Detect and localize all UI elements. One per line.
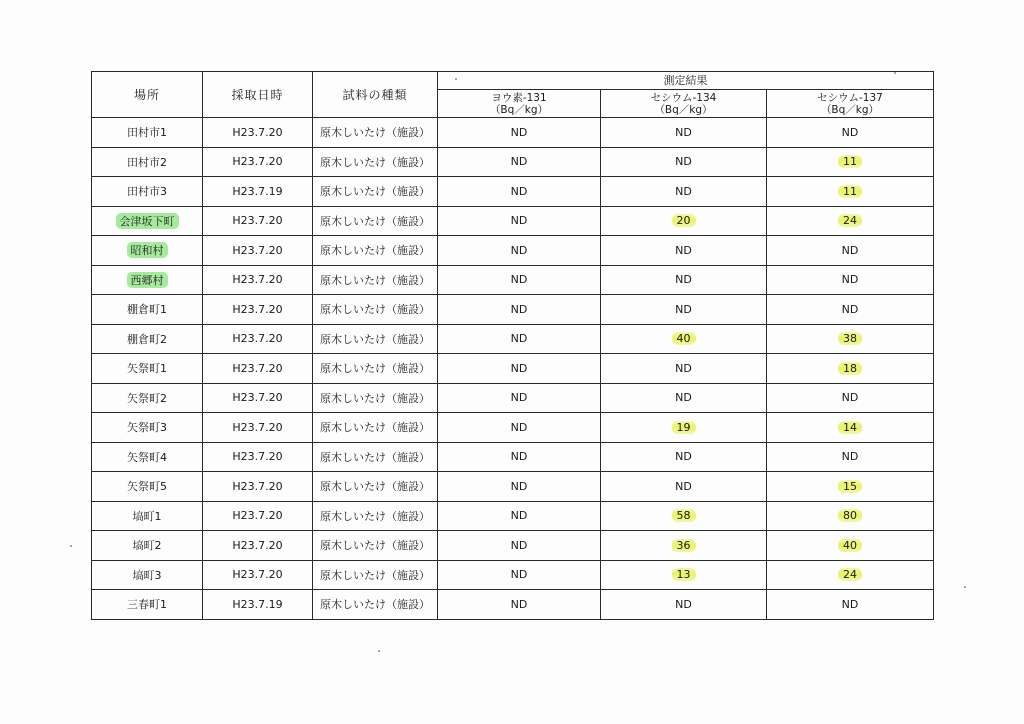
- cell-date-value: H23.7.19: [232, 597, 283, 611]
- header-cs137-unit: （Bq／kg）: [820, 103, 880, 116]
- cell-cs134: [601, 118, 767, 148]
- table-row: [92, 590, 934, 620]
- cell-sample-type-value: 原木しいたけ（施設）: [320, 539, 430, 553]
- cell-location: [92, 295, 203, 325]
- cell-date: [203, 354, 313, 384]
- cell-date: [203, 590, 313, 620]
- cell-cs134-value: 20: [672, 214, 696, 227]
- cell-cs134: [601, 560, 767, 590]
- cell-sample-type-value: 原木しいたけ（施設）: [320, 598, 430, 612]
- cell-location: [92, 118, 203, 148]
- measurement-table: [91, 71, 934, 620]
- cell-cs137: [767, 472, 934, 502]
- table-row: [92, 560, 934, 590]
- cell-cs137: [767, 501, 934, 531]
- cell-i131: [438, 590, 601, 620]
- cell-cs137-value: 38: [838, 332, 862, 345]
- cell-i131: [438, 531, 601, 561]
- cell-location: [92, 442, 203, 472]
- table-row: [92, 383, 934, 413]
- cell-location-value: 矢祭町1: [127, 362, 167, 376]
- cell-i131-value: ND: [510, 509, 528, 523]
- header-measurement-group: 測定結果: [438, 72, 934, 90]
- cell-cs134-value: ND: [675, 273, 692, 287]
- cell-date-value: H23.7.20: [232, 332, 283, 346]
- cell-cs134: [601, 383, 767, 413]
- cell-cs137-value: 11: [838, 155, 862, 168]
- cell-sample-type-value: 原木しいたけ（施設）: [320, 391, 430, 405]
- cell-sample-type: [313, 413, 438, 443]
- cell-cs134-value: ND: [675, 155, 692, 169]
- cell-i131-value: ND: [510, 597, 528, 611]
- cell-cs137: [767, 354, 934, 384]
- header-i131: [438, 90, 601, 118]
- cell-cs134: [601, 177, 767, 207]
- cell-date-value: H23.7.20: [232, 155, 283, 169]
- cell-i131-value: ND: [510, 391, 528, 405]
- cell-cs134-value: ND: [675, 125, 692, 139]
- cell-sample-type: [313, 147, 438, 177]
- cell-i131-value: ND: [510, 332, 528, 346]
- cell-cs134: [601, 265, 767, 295]
- cell-cs134: [601, 206, 767, 236]
- cell-cs137: [767, 236, 934, 266]
- cell-sample-type: [313, 472, 438, 502]
- cell-sample-type-value: 原木しいたけ（施設）: [320, 273, 430, 287]
- cell-cs134-value: ND: [675, 361, 692, 375]
- cell-cs134-value: 13: [672, 568, 696, 581]
- cell-i131: [438, 383, 601, 413]
- cell-date-value: H23.7.20: [232, 538, 283, 552]
- cell-i131-value: ND: [510, 125, 528, 139]
- scan-speck: [378, 650, 380, 652]
- cell-sample-type: [313, 295, 438, 325]
- cell-i131: [438, 560, 601, 590]
- cell-cs137-value: ND: [841, 597, 859, 611]
- cell-location: [92, 383, 203, 413]
- cell-sample-type-value: 原木しいたけ（施設）: [320, 450, 430, 464]
- table-row: [92, 442, 934, 472]
- cell-date-value: H23.7.20: [232, 214, 283, 228]
- cell-sample-type-value: 原木しいたけ（施設）: [320, 126, 430, 140]
- cell-date-value: H23.7.20: [232, 420, 283, 434]
- cell-cs134-value: 36: [672, 539, 696, 552]
- table-row: [92, 236, 934, 266]
- cell-cs134: [601, 531, 767, 561]
- scan-speck: [964, 586, 966, 588]
- cell-cs137-value: 15: [838, 480, 862, 493]
- cell-cs137-value: ND: [841, 391, 859, 405]
- cell-location-value: 塙町2: [132, 539, 162, 553]
- cell-i131: [438, 295, 601, 325]
- cell-i131: [438, 206, 601, 236]
- cell-cs137: [767, 560, 934, 590]
- cell-i131-value: ND: [510, 450, 528, 464]
- cell-date-value: H23.7.20: [232, 361, 283, 375]
- cell-date: [203, 147, 313, 177]
- cell-cs134: [601, 324, 767, 354]
- cell-date: [203, 324, 313, 354]
- cell-date-value: H23.7.20: [232, 479, 283, 493]
- cell-location: [92, 531, 203, 561]
- cell-cs137: [767, 177, 934, 207]
- cell-sample-type: [313, 206, 438, 236]
- cell-location-value: 矢祭町3: [127, 421, 167, 435]
- cell-sample-type: [313, 118, 438, 148]
- cell-i131: [438, 472, 601, 502]
- cell-cs134: [601, 354, 767, 384]
- cell-cs137-value: ND: [841, 302, 859, 316]
- table-row: [92, 413, 934, 443]
- cell-i131: [438, 177, 601, 207]
- cell-sample-type: [313, 442, 438, 472]
- cell-cs134-value: ND: [675, 597, 692, 611]
- header-cs137: [767, 90, 934, 118]
- cell-cs134-value: ND: [675, 450, 692, 464]
- scan-speck: [70, 545, 72, 547]
- cell-date: [203, 295, 313, 325]
- cell-cs137: [767, 147, 934, 177]
- cell-location: [92, 147, 203, 177]
- cell-date: [203, 206, 313, 236]
- cell-cs137: [767, 590, 934, 620]
- cell-cs137-value: ND: [841, 273, 859, 287]
- cell-cs137-value: 40: [838, 539, 862, 552]
- cell-location: [92, 324, 203, 354]
- header-cs137-name: セシウム-137: [817, 91, 883, 104]
- cell-cs134: [601, 442, 767, 472]
- cell-cs137-value: 11: [838, 185, 862, 198]
- cell-sample-type-value: 原木しいたけ（施設）: [320, 480, 430, 494]
- cell-sample-type: [313, 177, 438, 207]
- cell-cs134: [601, 295, 767, 325]
- header-i131-unit: （Bq／kg）: [489, 103, 549, 116]
- table-row: [92, 354, 934, 384]
- cell-cs134: [601, 236, 767, 266]
- cell-cs134: [601, 147, 767, 177]
- cell-cs134-value: ND: [675, 391, 692, 405]
- table-row: [92, 531, 934, 561]
- cell-i131: [438, 236, 601, 266]
- cell-cs137-value: 18: [838, 362, 862, 375]
- cell-cs137: [767, 295, 934, 325]
- header-date: 採取日時: [203, 72, 313, 118]
- cell-location: [92, 501, 203, 531]
- cell-location-value: 矢祭町4: [127, 450, 167, 464]
- cell-sample-type-value: 原木しいたけ（施設）: [320, 303, 430, 317]
- cell-date: [203, 531, 313, 561]
- cell-i131: [438, 147, 601, 177]
- cell-sample-type: [313, 560, 438, 590]
- table-row: [92, 147, 934, 177]
- table-row: [92, 295, 934, 325]
- cell-location-value: 田村市3: [127, 185, 167, 199]
- cell-sample-type-value: 原木しいたけ（施設）: [320, 155, 430, 169]
- cell-location-value: 棚倉町1: [127, 303, 167, 317]
- cell-cs134-value: ND: [675, 243, 692, 257]
- header-location: 場所: [92, 72, 203, 118]
- cell-sample-type: [313, 383, 438, 413]
- cell-i131-value: ND: [510, 302, 528, 316]
- cell-i131: [438, 442, 601, 472]
- cell-i131-value: ND: [510, 273, 528, 287]
- cell-cs134: [601, 501, 767, 531]
- cell-date: [203, 413, 313, 443]
- table-row: [92, 324, 934, 354]
- cell-location: [92, 265, 203, 295]
- cell-sample-type: [313, 501, 438, 531]
- cell-location-value: 会津坂下町: [116, 213, 179, 229]
- cell-cs137-value: 24: [838, 568, 862, 581]
- cell-i131: [438, 501, 601, 531]
- cell-date-value: H23.7.20: [232, 568, 283, 582]
- cell-i131-value: ND: [510, 155, 528, 169]
- cell-cs137: [767, 324, 934, 354]
- cell-location: [92, 177, 203, 207]
- cell-cs134-value: ND: [675, 302, 692, 316]
- cell-cs134: [601, 590, 767, 620]
- table-header: [92, 72, 934, 118]
- cell-date-value: H23.7.20: [232, 450, 283, 464]
- table-body: [92, 118, 934, 620]
- cell-date: [203, 383, 313, 413]
- cell-sample-type: [313, 265, 438, 295]
- cell-date-value: H23.7.20: [232, 273, 283, 287]
- header-cs134-unit: （Bq／kg）: [654, 103, 713, 116]
- cell-i131-value: ND: [510, 568, 528, 582]
- header-cs134: [601, 90, 767, 118]
- cell-date: [203, 560, 313, 590]
- cell-location-value: 矢祭町5: [127, 480, 167, 494]
- cell-location-value: 矢祭町2: [127, 391, 167, 405]
- cell-location: [92, 472, 203, 502]
- cell-cs137-value: ND: [841, 125, 859, 139]
- cell-date-value: H23.7.20: [232, 243, 283, 257]
- cell-cs134-value: 58: [672, 509, 696, 522]
- cell-location: [92, 354, 203, 384]
- cell-cs137-value: 14: [838, 421, 862, 434]
- cell-location: [92, 236, 203, 266]
- cell-location-value: 田村市2: [127, 155, 167, 169]
- table-row: [92, 206, 934, 236]
- cell-location-value: 西郷村: [127, 272, 168, 288]
- header-sample-type: 試料の種類: [313, 72, 438, 118]
- cell-i131-value: ND: [510, 361, 528, 375]
- cell-sample-type-value: 原木しいたけ（施設）: [320, 244, 430, 258]
- cell-date: [203, 265, 313, 295]
- cell-sample-type: [313, 236, 438, 266]
- cell-date-value: H23.7.20: [232, 302, 283, 316]
- header-i131-name: ヨウ素-131: [491, 91, 547, 104]
- cell-cs134: [601, 413, 767, 443]
- table-row: [92, 472, 934, 502]
- cell-date: [203, 501, 313, 531]
- cell-cs134: [601, 472, 767, 502]
- cell-cs137-value: 80: [838, 509, 862, 522]
- cell-i131-value: ND: [510, 479, 528, 493]
- cell-date: [203, 442, 313, 472]
- cell-date: [203, 177, 313, 207]
- cell-i131-value: ND: [510, 538, 528, 552]
- cell-i131-value: ND: [510, 184, 528, 198]
- cell-date-value: H23.7.19: [232, 184, 283, 198]
- cell-i131: [438, 354, 601, 384]
- cell-sample-type-value: 原木しいたけ（施設）: [320, 332, 430, 346]
- cell-sample-type: [313, 531, 438, 561]
- cell-date: [203, 236, 313, 266]
- cell-sample-type-value: 原木しいたけ（施設）: [320, 185, 430, 199]
- cell-cs137: [767, 531, 934, 561]
- cell-i131: [438, 265, 601, 295]
- cell-location-value: 塙町1: [132, 509, 162, 523]
- cell-sample-type: [313, 590, 438, 620]
- cell-cs137: [767, 265, 934, 295]
- cell-date-value: H23.7.20: [232, 125, 283, 139]
- cell-location: [92, 560, 203, 590]
- cell-sample-type: [313, 354, 438, 384]
- cell-cs137-value: ND: [841, 243, 859, 257]
- cell-cs137: [767, 413, 934, 443]
- cell-cs137: [767, 206, 934, 236]
- cell-date: [203, 472, 313, 502]
- cell-i131: [438, 118, 601, 148]
- cell-i131-value: ND: [510, 420, 528, 434]
- cell-cs137: [767, 442, 934, 472]
- cell-cs137: [767, 118, 934, 148]
- cell-cs137: [767, 383, 934, 413]
- cell-location: [92, 206, 203, 236]
- cell-location-value: 塙町3: [132, 568, 162, 582]
- cell-location: [92, 590, 203, 620]
- cell-cs134-value: ND: [675, 184, 692, 198]
- cell-cs137-value: 24: [838, 214, 862, 227]
- cell-cs134-value: ND: [675, 479, 692, 493]
- cell-date-value: H23.7.20: [232, 391, 283, 405]
- cell-location: [92, 413, 203, 443]
- cell-sample-type-value: 原木しいたけ（施設）: [320, 509, 430, 523]
- cell-cs134-value: 40: [672, 332, 696, 345]
- cell-date-value: H23.7.20: [232, 509, 283, 523]
- cell-cs134-value: 19: [672, 421, 696, 434]
- cell-i131: [438, 324, 601, 354]
- header-cs134-name: セシウム-134: [650, 91, 717, 104]
- table-row: [92, 177, 934, 207]
- cell-i131: [438, 413, 601, 443]
- cell-location-value: 三春町1: [127, 598, 167, 612]
- table-row: [92, 501, 934, 531]
- table-row: [92, 118, 934, 148]
- cell-sample-type-value: 原木しいたけ（施設）: [320, 421, 430, 435]
- cell-i131-value: ND: [510, 214, 528, 228]
- cell-date: [203, 118, 313, 148]
- cell-location-value: 田村市1: [127, 126, 167, 140]
- cell-sample-type-value: 原木しいたけ（施設）: [320, 362, 430, 376]
- cell-i131-value: ND: [510, 243, 528, 257]
- cell-sample-type-value: 原木しいたけ（施設）: [320, 214, 430, 228]
- cell-sample-type-value: 原木しいたけ（施設）: [320, 568, 430, 582]
- cell-sample-type: [313, 324, 438, 354]
- cell-cs137-value: ND: [841, 450, 859, 464]
- cell-location-value: 棚倉町2: [127, 332, 167, 346]
- cell-location-value: 昭和村: [127, 242, 168, 258]
- table-row: [92, 265, 934, 295]
